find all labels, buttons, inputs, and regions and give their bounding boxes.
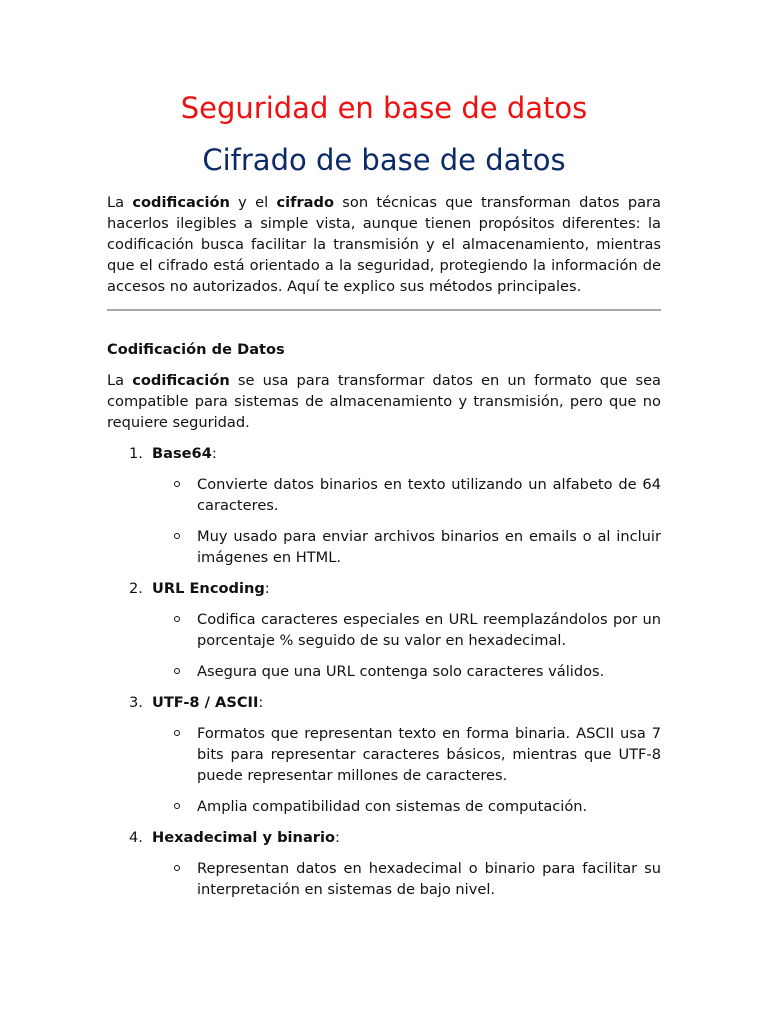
method-number: 3. [129, 694, 143, 711]
sublist-item [107, 796, 661, 817]
method-heading [107, 443, 661, 464]
intro-bold-cifrado: cifrado [276, 194, 334, 211]
method-number: 1. [129, 445, 143, 462]
method-sublist [107, 474, 661, 568]
circle-bullet-icon [174, 865, 180, 871]
document-content [107, 88, 661, 910]
sublist-item [107, 474, 661, 516]
method-item [107, 692, 661, 817]
sublist-item-text: Amplia compatibilidad con sistemas de computación. [197, 798, 588, 815]
section-intro-bold: codificación [132, 372, 230, 389]
sublist-item [107, 609, 661, 651]
sublist-item-text: Asegura que una URL contenga solo caracteres válidos. [197, 663, 605, 680]
circle-bullet-icon [174, 803, 180, 809]
intro-text-3: son técnicas que transforman datos para hacerlos ilegibles a simple vista, aunque tienen propósitos diferentes: la codificación busca facilitar la transmisión y el almacenamiento, mientras que el cifrado está orientado a la seguridad, protegiendo la información de accesos no autorizados. Aquí te explico sus métodos principales. [107, 194, 661, 295]
sublist-item-text: Formatos que representan texto en forma binaria. ASCII usa 7 bits para representar caracteres básicos, mientras que UTF-8 puede representar millones de caracteres. [197, 725, 661, 784]
intro-paragraph [107, 192, 661, 297]
method-sublist [107, 723, 661, 817]
sublist-item-text: Representan datos en hexadecimal o binario para facilitar su interpretación en sistemas de bajo nivel. [197, 860, 661, 898]
sublist-item [107, 661, 661, 682]
method-colon: : [258, 694, 264, 711]
method-name: Base64 [152, 445, 212, 462]
section-divider [107, 309, 661, 311]
method-name: Hexadecimal y binario [152, 829, 336, 846]
circle-bullet-icon [174, 616, 180, 622]
method-item [107, 578, 661, 682]
section-heading: Codificación de Datos [107, 341, 285, 358]
method-item [107, 827, 661, 900]
sublist-item-text: Convierte datos binarios en texto utilizando un alfabeto de 64 caracteres. [197, 476, 661, 514]
section-intro-text-2: se usa para transformar datos en un formato que sea compatible para sistemas de almacenamiento y transmisión, pero que no requiere seguridad. [107, 372, 661, 431]
method-name: URL Encoding [152, 580, 265, 597]
intro-text-1: La [107, 194, 133, 211]
circle-bullet-icon [174, 533, 180, 539]
method-heading [107, 578, 661, 599]
method-heading [107, 827, 661, 848]
method-number: 2. [129, 580, 143, 597]
sublist-item [107, 858, 661, 900]
section-intro-paragraph [107, 370, 661, 433]
sublist-item [107, 723, 661, 786]
document-subtitle: Cifrado de base de datos [202, 143, 566, 177]
method-heading [107, 692, 661, 713]
circle-bullet-icon [174, 730, 180, 736]
method-colon: : [264, 580, 270, 597]
methods-list [107, 443, 661, 900]
method-item [107, 443, 661, 568]
sublist-item-text: Muy usado para enviar archivos binarios en emails o al incluir imágenes en HTML. [197, 528, 661, 566]
intro-bold-codificacion: codificación [132, 194, 230, 211]
method-colon: : [335, 829, 340, 846]
method-sublist [107, 858, 661, 900]
method-sublist [107, 609, 661, 682]
circle-bullet-icon [174, 481, 180, 487]
method-name: UTF-8 / ASCII [152, 694, 259, 711]
method-colon: : [211, 445, 217, 462]
method-number: 4. [129, 829, 143, 846]
sublist-item [107, 526, 661, 568]
sublist-item-text: Codifica caracteres especiales en URL reemplazándolos por un porcentaje % seguido de su valor en hexadecimal. [197, 611, 661, 649]
section-intro-text-1: La [107, 372, 133, 389]
intro-text-2: y el [229, 194, 277, 211]
circle-bullet-icon [174, 668, 180, 674]
document-title: Seguridad en base de datos [180, 91, 588, 125]
